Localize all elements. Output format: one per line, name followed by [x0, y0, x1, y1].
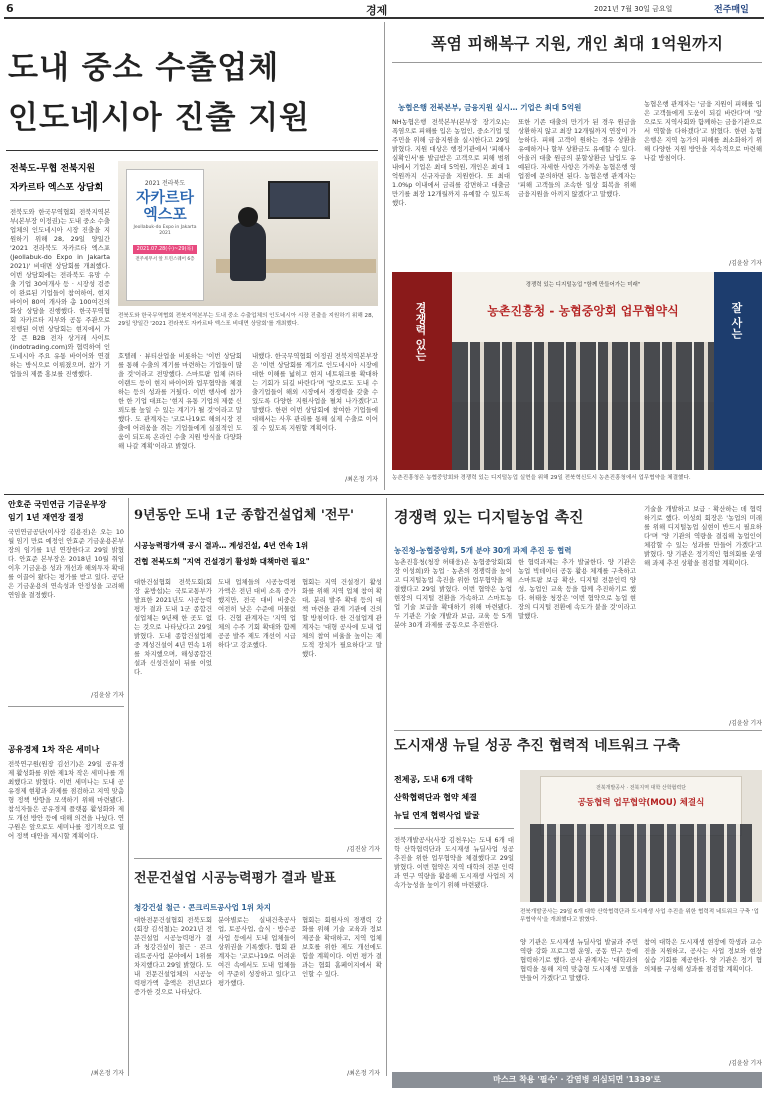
monitor-screen	[268, 181, 330, 219]
backdrop-title: 농촌진흥청 - 농협중앙회 업무협약식	[487, 304, 679, 318]
article6-subhead-1: 전제공, 도내 6개 대학	[394, 775, 473, 784]
left-article-body: 국민연금공단(이사장 김용진)은 오는 10월 임기 만료 예정인 안효준 기금운용본부장의 임기를 1년 연장한다고 29일 밝혔다. 안효준 본부장은 2018년 10월 취임 이후 기금운용 성과 개선과 해외투자 확대를 이끌어 왔다는 평가를 받고 있다. 공단은 기금운용의 연속성과 안정성을 고려해 연임을 결정했다.	[8, 528, 124, 599]
expo-sign-place: 전주세무서 앞 트윈스퀘어 6층	[135, 257, 195, 262]
article1-subhead-2: 자카르타 엑스포 상담회	[10, 183, 104, 193]
backdrop-banner: 경쟁력 있는 디지털농업 "함께 만들어가는 미래"	[525, 282, 641, 288]
people-row	[452, 342, 714, 470]
person-head	[238, 207, 258, 227]
article2-body-col3: 농협은행 관계자는 '금융 지원이 피해를 입은 고객들에게 도움이 되길 바란다'며 '앞으로도 지역사회와 함께하는 금융기관으로서 역할을 다하겠다'고 밝혔다. 한편 농협은행은 지역 농가의 피해를 최소화하기 위해 다양한 지원 방안을 지속적으로 마련해 나갈 방침이다.	[644, 100, 762, 162]
mou-people	[530, 824, 752, 902]
left-article-byline: /김윤삼 기자	[91, 692, 124, 699]
section-title: 경제	[366, 4, 388, 17]
page-header	[0, 0, 768, 18]
article6-body-intro: 전북개발공사(사장 김천우)는 도내 6개 대학 산학협력단과 도시재생 뉴딜사업 성공 추진을 위한 업무협약을 체결했다고 29일 밝혔다. 이번 협약은 지역 대학의 전문 인력과 연구 역량을 활용해 도시재생 사업의 지속가능성을 높이기 위해 마련됐다.	[394, 836, 514, 889]
article6-headline: 도시재생 뉴딜 성공 추진 협력적 네트워크 구축	[394, 738, 681, 754]
issue-date: 2021년 7월 30일 금요일	[594, 5, 673, 13]
article1-byline: /최온정 기자	[345, 476, 378, 483]
article6-photo-caption: 전북개발공사는 29일 6개 대학 산학협력단과 도시재생 사업 추진을 위한 협력적 네트워크 구축 '업무협약식'을 개최했다고 밝혔다.	[520, 909, 759, 923]
mou-title: 공동협력 업무협약(MOU) 체결식	[577, 798, 705, 808]
article4-body-col1: 대한건설협회 전북도회(회장 윤방섭)는 국토교통부가 발표한 2021년도 시공능력평가 결과 도내 1군 종합건설업체는 9년째 한 곳도 없는 것으로 나타났다고 29일 밝혔다. 도내 종합건설업체 중 계성건설이 4년 연속 1위를 차지했으며, 해성종합건설과 신성건설이 뒤를 이었다.	[134, 578, 212, 676]
article6-byline: /김윤삼 기자	[729, 1060, 762, 1067]
article1-subhead-1: 전북도-무협 전북지원	[10, 164, 96, 174]
article1-headline-1: 도내 중소 수출업체	[8, 50, 280, 86]
article4-subhead-1: 시공능력평가액 공시 결과… 계성건설, 4년 연속 1위	[134, 541, 309, 550]
expo-sign-year: 2021 전라북도	[144, 180, 186, 187]
article5-body-col1: 대한전문건설협회 전북도회(회장 김석철)는 2021년 전문건설업 시공능력평가 결과 청강건설이 철근 · 콘크리트공사업 분야에서 1위를 차지했다고 29일 밝혔다. 도내 전문건설업체의 시공능력평가액 총액은 전년보다 증가한 것으로 나타났다.	[134, 916, 212, 996]
article1-photo	[118, 161, 378, 306]
article3-byline: /김윤삼 기자	[729, 720, 762, 727]
article4-byline: /김진삼 기자	[347, 846, 380, 853]
expo-standee	[126, 169, 204, 301]
left-banner-text: 경쟁력 있는	[414, 302, 427, 361]
article4-headline: 9년동안 도내 1군 종합건설업체 '전무'	[134, 508, 354, 523]
article6-subhead-3: 뉴딜 연계 협력사업 발굴	[394, 811, 480, 820]
newspaper-name: 전주매일	[714, 5, 749, 15]
article5-subhead: 청강건설 철근 · 콘크리트공사업 1위 차지	[134, 903, 272, 912]
article1-body-col1: 전북도와 한국무역협회 전북지역본부(본부장 이정권)는 도내 중소 수출업체의 인도네시아 시장 진출을 지원하기 위해 28, 29일 양일간 '2021 전라북도 자카르타 엑스포(Jeollabuk-do Expo in Jakarta 2021)' 비대면 상담회를 개최했다. 이번 상담회에는 전라북도 유망 수출 기업 30여개사 등 · 시장성 검증이 완료된 기업들이 참여하여, 현지 바이어 80여 개사와 총 100여건의 화상 상담을 진행했다. 한국무역협회 자카르타 지부와 공동 주관으로 진행된 이번 상담회는 현지에서 가장 큰 B2B 전자 상거래 사이트(indotrading.com)와 협력하여 인도네시아 주요 유통 바이어와 연결하는 방식으로 이뤄졌으며, 참가 기업들의 제품 홍보를 진행했다.	[10, 208, 110, 378]
article2-body-col2: 또한 기존 대출의 만기가 된 경우 원금을 상환하지 않고 최장 12개월까지 연장이 가능하다. 피해 고객이 원하는 경우 상환을 유예하거나 할부 상환금도 유예할 수 있다. 아울러 대출 원금의 분할상환금 납입도 유예된다. 자세한 사항은 가까운 농협은행 영업점에 문의하면 된다. 농협은행 관계자는 '피해 고객들의 조속한 일상 회복을 위해 금융지원을 아끼지 않겠다'고 말했다.	[518, 118, 636, 198]
article1-headline-2: 인도네시아 진출 지원	[8, 100, 311, 136]
article1-photo-caption: 전북도와 한국무역협회 전북지역본부는 도내 중소 수출업체의 인도네시아 시장 진출을 지원하기 위해 28, 29일 양일간 '2021 전라북도 자카르타 엑스포 비대면 상담회'를 개최했다.	[118, 313, 374, 327]
article1-body-col3: 내했다. 한국무역협회 이정권 전북지역본부장은 '이번 상담회를 계기로 인도네시아 시장에 대한 이해를 넓히고 현지 네트워크를 확대하는 기회가 되길 바란다'며 '앞으로도 도내 수출기업들이 해외 시장에서 경쟁력을 갖출 수 있도록 다양한 지원사업을 펼쳐 나가겠다'고 말했다. 한편 이번 상담회에 참여한 기업들에 대해서는 사후 관리를 통해 실제 수출로 이어질 수 있도록 지원할 계획이다.	[252, 352, 378, 432]
article6-body-col1: 양 기관은 도시재생 뉴딜사업 발굴과 주민 역량 강화 프로그램 운영, 공동 연구 등에 협력하기로 했다. 공사 관계자는 '대학과의 협력을 통해 지역 맞춤형 도시재생 모델을 만들어 가겠다'고 말했다.	[520, 938, 638, 982]
expo-sign-date: 2021.07.28(수)~29(목)	[133, 245, 197, 254]
article4-body-col2: 도내 업체들의 시공능력평가액은 전년 대비 소폭 증가했지만, 전국 대비 비중은 여전히 낮은 수준에 머물렀다. 건협 관계자는 '지역 업체의 수주 기회 확대와 함께 공공 발주 제도 개선이 시급하다'고 강조했다.	[218, 578, 296, 649]
article3-headline: 경쟁력 있는 디지털농업 촉진	[394, 508, 584, 526]
article2-photo-caption: 농촌진흥청은 농협중앙회와 경쟁력 있는 디지털농업 실현을 위해 29일 전북혁신도시 농촌진흥청에서 업무협약을 체결했다.	[392, 475, 691, 481]
left-article2-headline: 공유경제 1차 작은 세미나	[8, 745, 100, 754]
article6-subhead-2: 산학협력단과 협약 체결	[394, 793, 477, 802]
article2-subhead: 농협은행 전북본부, 금융지원 실시… 기업은 최대 5억원	[398, 103, 582, 112]
article3-body-col3: 기술을 개발하고 보급 · 확산하는 데 협력하기로 했다. 이성희 회장은 '농업의 미래를 위해 디지털농업 실현이 반드시 필요하다'며 '양 기관의 역량을 결집해 농업인이 체감할 수 있는 성과를 만들어 가겠다'고 밝혔다. 양 기관은 정기적인 협의회를 운영해 과제 추진 상황을 점검할 계획이다.	[644, 505, 762, 567]
article3-subhead: 농진청-농협중앙회, 5개 분야 30개 과제 추진 등 협력	[394, 546, 572, 555]
article6-photo	[520, 770, 762, 902]
article3-body-col2: 한 협력과제는 추가 발굴한다. 양 기관은 농업 빅데이터 공동 활용 체계를 구축하고 스마트팜 보급 확산, 디지털 전문인력 양성, 농업인 교육 등을 함께 추진하기로 했다. 허태웅 청장은 '이번 협약으로 농업 현장의 디지털 전환에 속도가 붙을 것'이라고 말했다.	[518, 558, 636, 620]
expo-sign-subtitle: Jeollabuk-do Expo in Jakarta 2021	[133, 225, 197, 236]
expo-sign-title: 자카르타 엑스포	[136, 188, 194, 223]
right-banner-text: 잘 사는	[730, 302, 743, 339]
article2-photo	[392, 272, 762, 470]
public-notice-text: 마스크 착용 '필수' · 감염병 의심되면 '1339'로	[493, 1075, 661, 1084]
article5-body-col2: 분야별로는 실내건축공사업, 토공사업, 습식 · 방수공사업 등에서 도내 업체들이 상위권을 기록했다. 협회 관계자는 '코로나19로 어려운 여건 속에서도 도내 업체들이 꾸준히 성장하고 있다'고 평가했다.	[218, 916, 296, 987]
right-banner	[714, 272, 762, 470]
article2-body-col1: NH농협은행 전북본부(본부장 장기오)는 폭염으로 피해를 입은 농업인, 중소기업 및 주민을 위해 금융지원을 실시한다고 29일 밝혔다. 지원 대상은 행정기관에서 '피해사실확인서'를 발급받은 고객으로 피해 범위 내에서 기업은 최대 5억원, 개인은 최대 1억원까지 신규자금을 지원한다. 또 최대 1.0%p 이내에서 금리를 감면하고 대출금 만기를 최장 12개월까지 유예할 수 있도록 했다.	[392, 118, 510, 207]
article2-byline: /김윤삼 기자	[729, 260, 762, 267]
article5-byline: /최온정 기자	[347, 1070, 380, 1077]
article2-headline: 폭염 피해복구 지원, 개인 최대 1억원까지	[431, 34, 723, 53]
article5-body-col3: 협회는 회원사의 경쟁력 강화를 위해 기술 교육과 정보 제공을 확대하고, 지역 업체 보호를 위한 제도 개선에도 힘쓸 계획이다. 이번 평가 결과는 협회 홈페이지에서 확인할 수 있다.	[302, 916, 382, 978]
left-banner	[392, 272, 452, 470]
article4-body-col3: 협회는 지역 건설경기 활성화를 위해 지역 업체 참여 확대, 분리 발주 확대 등의 대책 마련을 관계 기관에 건의할 방침이다. 한 건설업계 관계자는 '대형 공사에 도내 업체의 참여 비율을 높이는 제도적 장치가 필요하다'고 말했다.	[302, 578, 382, 658]
article6-body-col2: 참여 대학은 도시재생 현장에 학생과 교수진을 지원하고, 공사는 사업 정보와 현장 실습 기회를 제공한다. 양 기관은 정기 협의체를 구성해 성과를 점검할 계획이다.	[644, 938, 762, 973]
public-notice-banner	[392, 1072, 762, 1088]
article3-body-col1: 농촌진흥청(청장 허태웅)은 농협중앙회(회장 이성희)와 농업 · 농촌의 경쟁력을 높이고 디지털농업 촉진을 위한 업무협약을 체결했다고 29일 밝혔다. 이번 협약은 농업 현장의 디지털 전환을 가속하고 스마트농업 기술 보급을 확대하기 위해 마련됐다. 두 기관은 기술 개발과 보급, 교육 등 5개 분야 30개 과제를 공동으로 추진한다.	[394, 558, 512, 629]
page-number: 6	[6, 2, 14, 15]
left-article2-byline: /최온정 기자	[91, 1070, 124, 1077]
left-article-headline-2: 임기 1년 재연장 결정	[8, 513, 84, 522]
person-at-desk	[230, 221, 266, 281]
article5-headline: 전문건설업 시공능력평가 결과 발표	[134, 871, 336, 886]
article4-subhead-2: 건협 전북도회 "지역 건설경기 활성화 대책마련 필요"	[134, 557, 310, 566]
left-article-headline-1: 안호준 국민연금 기금운부장	[8, 500, 107, 509]
left-article2-body: 전북연구원(원장 김선기)은 29일 공유경제 활성화를 위한 제1차 작은 세미나를 개최했다고 밝혔다. 이번 세미나는 도내 공유경제 현황과 과제를 점검하고 지역 맞춤형 정책 방향을 모색하기 위해 마련됐다. 참석자들은 공유경제 플랫폼 활성화와 제도 개선 방안 등에 대해 의견을 나눴다. 연구원은 앞으로도 세미나를 정기적으로 열어 정책 대안을 제시할 계획이다.	[8, 760, 124, 840]
mou-banner: 전북개발공사 · 전북지역 대학 산학협력단	[595, 785, 687, 791]
article1-body-col2: 호텔레 · 뷰티산업을 비롯하는 '이번 상담회를 통해 수출의 계기를 마련하는 기업들이 많을 것'이라고 전망했다. 스마트팜 업체 ㈜타이랜드 등이 현지 바이어와 업무협약을 체결하는 등의 성과를 거뒀다. 이번 행사에 참가한 한 기업 대표는 '현지 유통 기업의 제품 신뢰도를 높일 수 있는 계기가 될 것'이라고 말했다. 도 관계자는 '코로나19로 해외시장 진출에 어려움을 겪는 기업들에게 실질적인 도움이 되도록 온라인 수출 지원 방식을 다양화해 나갈 계획'이라고 밝혔다.	[118, 352, 242, 450]
